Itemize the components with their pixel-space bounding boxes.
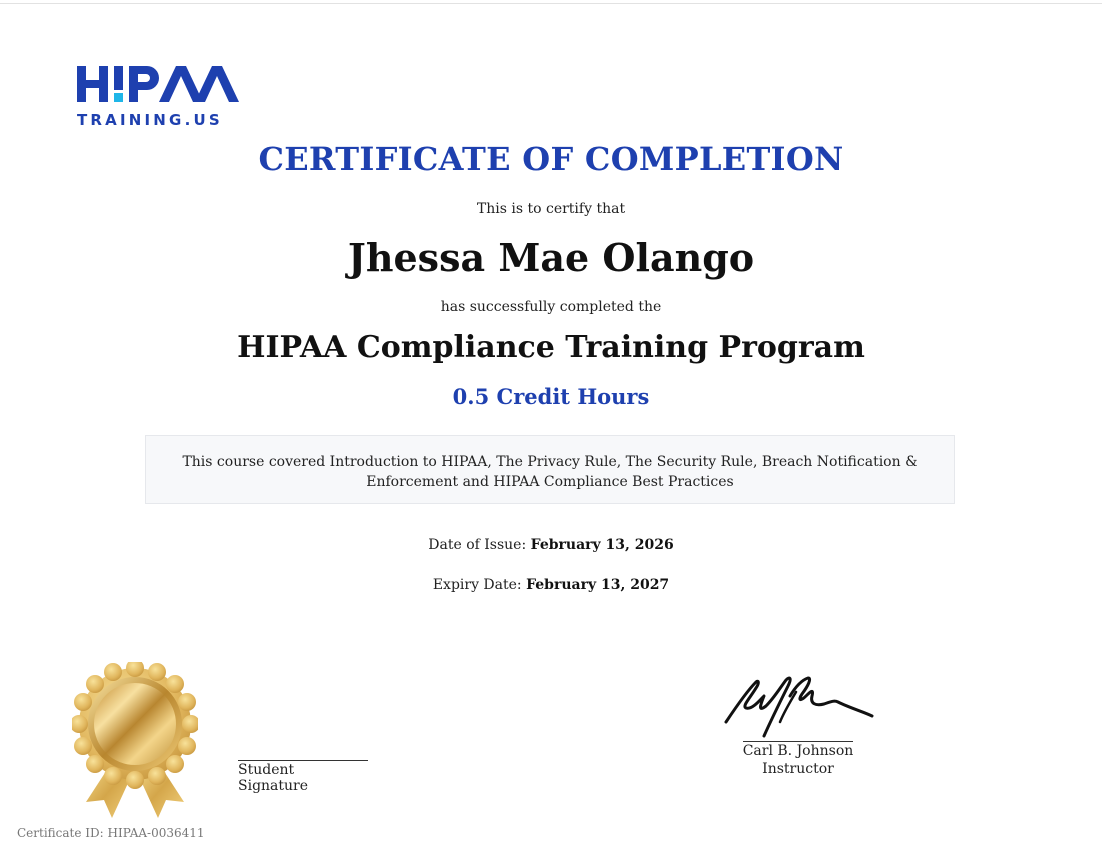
student-signature-label: Student Signature <box>238 762 309 794</box>
gold-seal-icon <box>72 662 198 820</box>
course-coverage-text: This course covered Introduction to HIPAA, The Privacy Rule, The Security Rule, Breach Notification & Enforcement and HIPAA Compliance Best Practices <box>182 454 918 490</box>
hipaa-training-logo <box>76 62 248 130</box>
program-name: HIPAA Compliance Training Program <box>237 330 865 365</box>
expiry-date-value: February 13, 2027 <box>526 577 670 593</box>
date-of-issue-label: Date of Issue: <box>428 537 527 553</box>
certify-text: This is to certify that <box>476 201 626 217</box>
student-signature-line <box>238 760 368 794</box>
certificate-title: CERTIFICATE OF COMPLETION <box>258 140 844 178</box>
instructor-signature-line <box>743 741 853 742</box>
certificate-id: Certificate ID: HIPAA-0036411 <box>17 826 205 840</box>
expiry-date <box>0 577 1102 593</box>
instructor-name: Carl B. Johnson <box>742 743 854 759</box>
credit-hours: 0.5 Credit Hours <box>452 384 650 409</box>
recipient-name: Jhessa Mae Olango <box>347 235 755 280</box>
instructor-signature-icon <box>720 672 876 746</box>
logo-subtitle: TRAINING.US <box>77 111 223 129</box>
date-of-issue <box>0 537 1102 553</box>
completed-text: has successfully completed the <box>440 299 662 315</box>
expiry-date-label: Expiry Date: <box>432 577 522 593</box>
date-of-issue-value: February 13, 2026 <box>530 537 674 553</box>
instructor-title: Instructor <box>762 761 834 777</box>
course-coverage-box <box>145 435 955 504</box>
top-divider <box>0 3 1102 4</box>
